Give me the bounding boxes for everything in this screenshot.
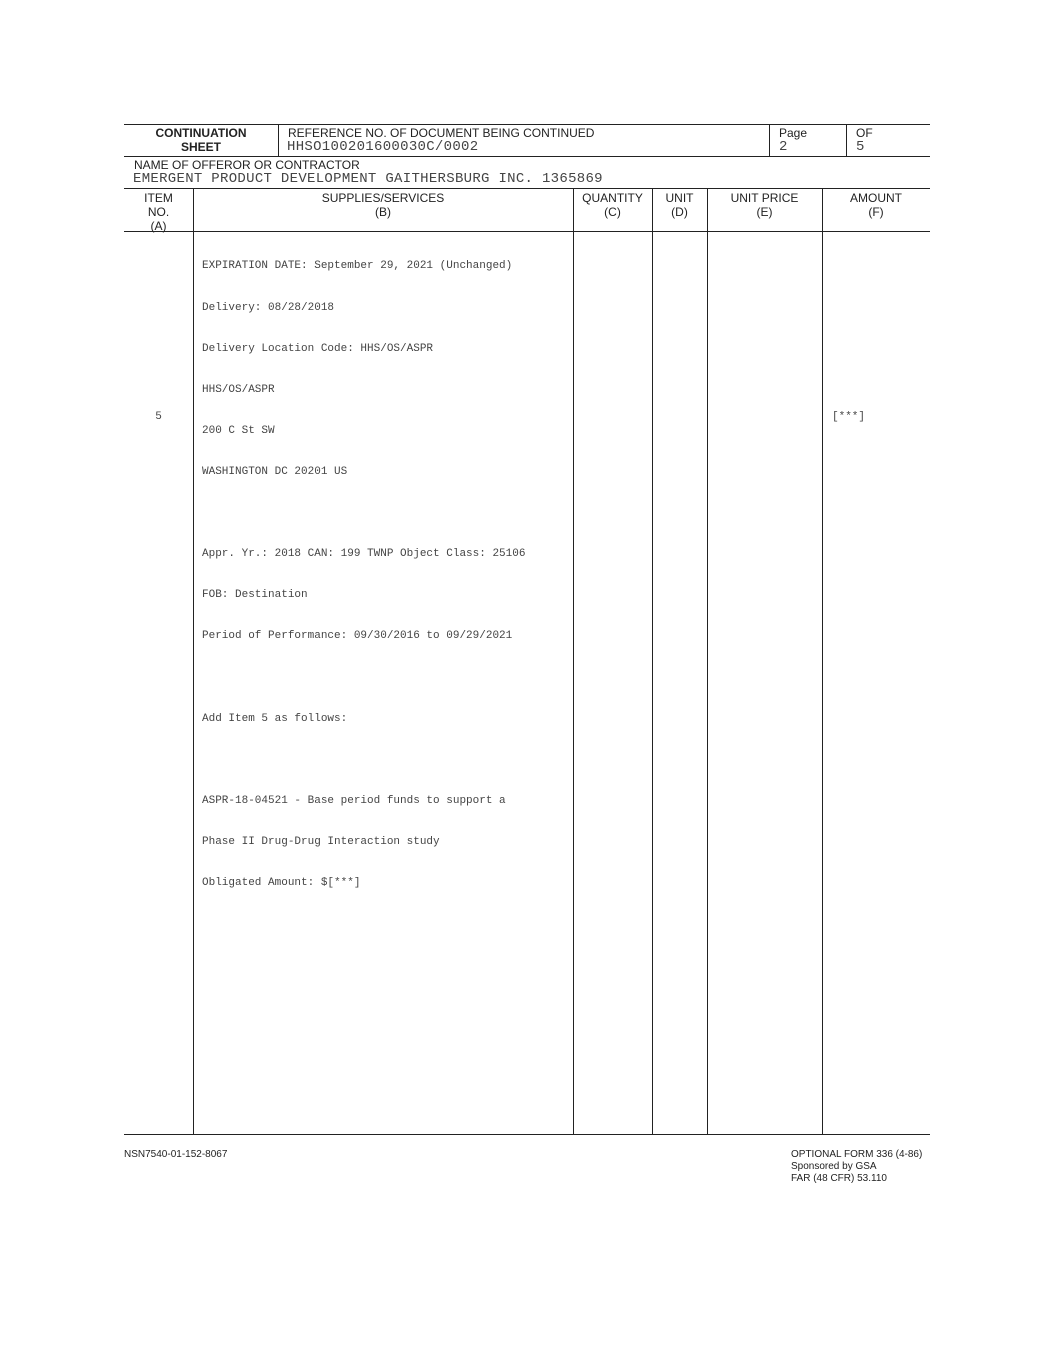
body-line: Period of Performance: 09/30/2016 to 09/29/2021 <box>202 630 513 643</box>
column-header-item-line: ITEM <box>144 191 173 205</box>
reference-value: HHSO100201600030C/0002 <box>287 139 479 155</box>
body-line: HHS/OS/ASPR <box>202 383 275 396</box>
column-header-item-line: (A) <box>150 219 167 233</box>
body-line: 200 C St SW <box>202 424 275 437</box>
offeror-value: EMERGENT PRODUCT DEVELOPMENT GAITHERSBURG INC. 1365869 <box>133 171 603 187</box>
offeror-label: NAME OF OFFEROR OR CONTRACTOR <box>134 158 360 172</box>
column-header-amount-line: (F) <box>868 205 884 219</box>
body-spacer <box>202 754 525 768</box>
nsn-number: NSN7540-01-152-8067 <box>124 1149 228 1160</box>
column-divider <box>707 188 708 1134</box>
sheet-title-line2: SHEET <box>180 140 221 154</box>
form-info <box>791 1149 922 1185</box>
form-far: FAR (48 CFR) 53.110 <box>791 1173 887 1184</box>
column-header-item-line: NO. <box>147 205 170 219</box>
sheet-title <box>124 126 278 154</box>
item-description-line: Obligated Amount: $[***] <box>202 877 361 890</box>
column-header-amount-line: AMOUNT <box>850 191 902 205</box>
column-header-supplies-line: (B) <box>375 205 391 219</box>
table-bottom-border <box>124 1134 930 1135</box>
column-divider <box>822 188 823 1134</box>
page-label: Page <box>779 126 808 140</box>
column-header-supplies-line: SUPPLIES/SERVICES <box>321 191 445 205</box>
column-divider <box>573 188 574 1134</box>
column-header-unit-line: UNIT <box>665 191 694 205</box>
body-line: FOB: Destination <box>202 589 308 602</box>
column-divider <box>652 188 653 1134</box>
column-header-quantity-line: (C) <box>604 205 621 219</box>
column-header-amount <box>822 191 930 219</box>
column-header-quantity-line: QUANTITY <box>582 191 643 205</box>
offeror-bottom-border <box>124 188 930 189</box>
sheet-title-line1: CONTINUATION <box>155 126 247 140</box>
column-header-unit <box>652 191 707 219</box>
body-line: WASHINGTON DC 20201 US <box>202 465 348 478</box>
header-divider <box>769 124 770 156</box>
column-header-bottom-border <box>124 231 930 232</box>
column-header-supplies <box>193 191 573 219</box>
item-description-line: Phase II Drug-Drug Interaction study <box>202 835 440 848</box>
body-line: Delivery Location Code: HHS/OS/ASPR <box>202 342 434 355</box>
body-line: Appr. Yr.: 2018 CAN: 199 TWNP Object Class: 25106 <box>202 548 526 561</box>
reference-label: REFERENCE NO. OF DOCUMENT BEING CONTINUED <box>288 126 595 140</box>
body-line <box>202 672 525 686</box>
column-header-unit-price-line: UNIT PRICE <box>730 191 799 205</box>
item-amount: [***] <box>832 411 866 423</box>
page-value: 2 <box>779 139 788 155</box>
column-header-unit-price-line: (E) <box>756 205 773 219</box>
of-value: 5 <box>856 139 865 155</box>
body-line: EXPIRATION DATE: September 29, 2021 (Unchanged) <box>202 260 513 273</box>
supplies-body <box>202 233 525 904</box>
column-header-unit-price <box>707 191 822 219</box>
form-number: OPTIONAL FORM 336 (4-86) <box>791 1149 923 1160</box>
item-description-line: ASPR-18-04521 - Base period funds to support a <box>202 794 506 807</box>
column-header-unit-line: (D) <box>671 205 688 219</box>
item-number: 5 <box>155 411 162 423</box>
column-divider <box>193 188 194 1134</box>
column-header-item <box>124 191 193 233</box>
header-bottom-border <box>124 156 930 157</box>
header-divider <box>846 124 847 156</box>
body-line: Add Item 5 as follows: <box>202 712 348 725</box>
column-header-quantity <box>573 191 652 219</box>
table-top-border <box>124 124 930 125</box>
body-line <box>202 507 525 521</box>
form-sponsor: Sponsored by GSA <box>791 1161 877 1172</box>
header-divider <box>278 124 279 156</box>
of-label: OF <box>856 126 873 140</box>
body-line: Delivery: 08/28/2018 <box>202 301 335 314</box>
